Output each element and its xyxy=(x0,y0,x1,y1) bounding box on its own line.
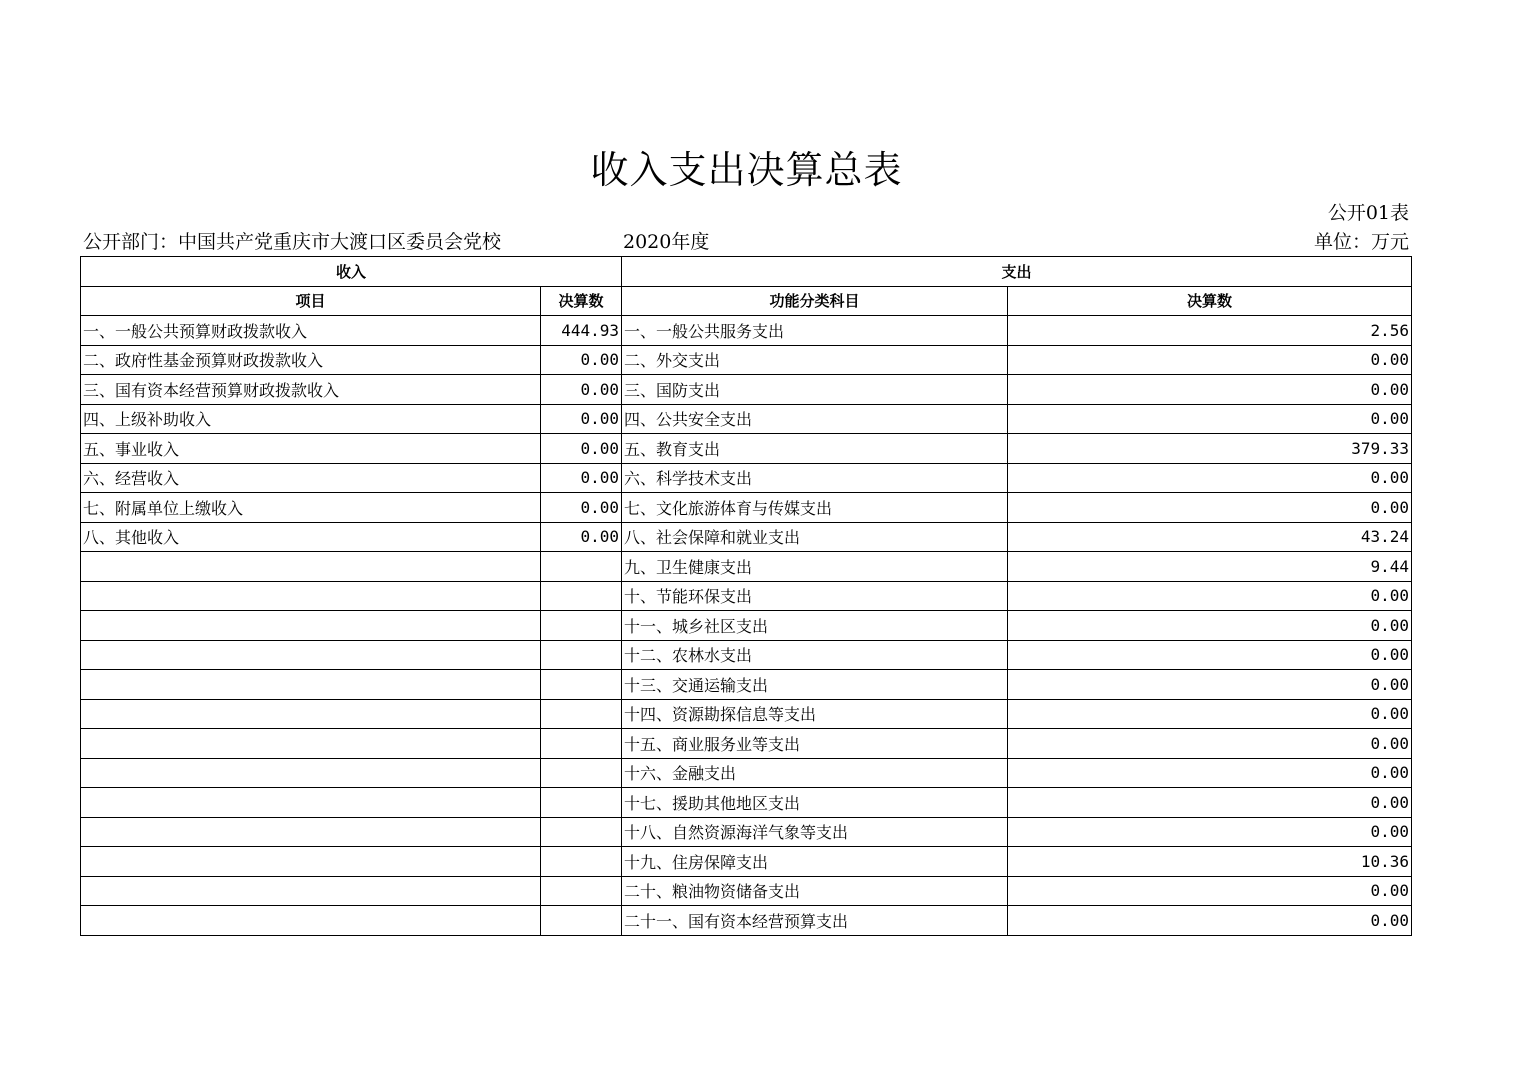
expense-item-cell: 二十一、国有资本经营预算支出 xyxy=(622,906,1008,936)
expense-item-cell: 四、公共安全支出 xyxy=(622,404,1008,434)
income-amount-cell xyxy=(541,699,622,729)
income-item-cell: 五、事业收入 xyxy=(81,434,541,464)
expense-item-cell: 十一、城乡社区支出 xyxy=(622,611,1008,641)
table-row xyxy=(81,699,1412,729)
income-item-cell xyxy=(81,640,541,670)
expense-amount-cell: 0.00 xyxy=(1008,670,1412,700)
expense-section-header: 支出 xyxy=(622,257,1412,287)
expense-item-cell: 八、社会保障和就业支出 xyxy=(622,522,1008,552)
expense-item-cell: 十四、资源勘探信息等支出 xyxy=(622,699,1008,729)
table-row xyxy=(81,493,1412,523)
expense-amount-cell: 0.00 xyxy=(1008,493,1412,523)
table-row xyxy=(81,611,1412,641)
income-amount-cell: 444.93 xyxy=(541,316,622,346)
year-label: 2020年度 xyxy=(623,231,710,253)
table-row xyxy=(81,522,1412,552)
table-row xyxy=(81,404,1412,434)
table-row xyxy=(81,316,1412,346)
expense-amount-cell: 0.00 xyxy=(1008,817,1412,847)
expense-item-cell: 十六、金融支出 xyxy=(622,758,1008,788)
table-row xyxy=(81,463,1412,493)
income-amount-cell xyxy=(541,670,622,700)
table-row xyxy=(81,876,1412,906)
expense-item-cell: 五、教育支出 xyxy=(622,434,1008,464)
expense-amount-cell: 0.00 xyxy=(1008,375,1412,405)
table-row xyxy=(81,670,1412,700)
income-item-cell xyxy=(81,788,541,818)
income-amount-cell: 0.00 xyxy=(541,493,622,523)
table-row xyxy=(81,906,1412,936)
expense-item-cell: 十八、自然资源海洋气象等支出 xyxy=(622,817,1008,847)
income-amount-cell xyxy=(541,611,622,641)
income-item-cell xyxy=(81,611,541,641)
expense-amount-cell: 0.00 xyxy=(1008,463,1412,493)
income-amount-cell xyxy=(541,729,622,759)
income-item-cell: 六、经营收入 xyxy=(81,463,541,493)
income-item-cell xyxy=(81,758,541,788)
department-label: 公开部门：中国共产党重庆市大渡口区委员会党校 xyxy=(83,231,502,253)
income-item-cell: 二、政府性基金预算财政拨款收入 xyxy=(81,345,541,375)
table-row xyxy=(81,729,1412,759)
table-row xyxy=(81,640,1412,670)
expense-amount-column-header: 决算数 xyxy=(1008,286,1412,316)
income-amount-cell xyxy=(541,906,622,936)
income-amount-cell: 0.00 xyxy=(541,434,622,464)
income-amount-cell xyxy=(541,847,622,877)
income-item-cell xyxy=(81,847,541,877)
income-amount-cell xyxy=(541,788,622,818)
income-amount-cell xyxy=(541,876,622,906)
table-row xyxy=(81,847,1412,877)
income-amount-cell: 0.00 xyxy=(541,404,622,434)
income-item-cell xyxy=(81,729,541,759)
expense-item-cell: 二、外交支出 xyxy=(622,345,1008,375)
expense-amount-cell: 0.00 xyxy=(1008,699,1412,729)
page-title: 收入支出决算总表 xyxy=(590,148,903,192)
income-item-cell xyxy=(81,699,541,729)
income-item-cell: 四、上级补助收入 xyxy=(81,404,541,434)
expense-amount-cell: 0.00 xyxy=(1008,581,1412,611)
income-amount-column-header: 决算数 xyxy=(541,286,622,316)
income-item-cell xyxy=(81,670,541,700)
income-item-cell xyxy=(81,906,541,936)
expense-item-cell: 九、卫生健康支出 xyxy=(622,552,1008,582)
expense-amount-cell: 0.00 xyxy=(1008,788,1412,818)
income-amount-cell xyxy=(541,552,622,582)
expense-amount-cell: 0.00 xyxy=(1008,640,1412,670)
expense-amount-cell: 0.00 xyxy=(1008,906,1412,936)
income-section-header: 收入 xyxy=(81,257,622,287)
expense-amount-cell: 10.36 xyxy=(1008,847,1412,877)
budget-table xyxy=(80,256,1412,936)
expense-item-cell: 十、节能环保支出 xyxy=(622,581,1008,611)
table-row xyxy=(81,758,1412,788)
column-header-row xyxy=(81,286,1412,316)
income-item-cell: 一、一般公共预算财政拨款收入 xyxy=(81,316,541,346)
income-amount-cell xyxy=(541,758,622,788)
table-row xyxy=(81,788,1412,818)
income-item-cell xyxy=(81,552,541,582)
expense-amount-cell: 2.56 xyxy=(1008,316,1412,346)
expense-item-cell: 十五、商业服务业等支出 xyxy=(622,729,1008,759)
expense-item-cell: 十九、住房保障支出 xyxy=(622,847,1008,877)
expense-amount-cell: 9.44 xyxy=(1008,552,1412,582)
expense-item-cell: 三、国防支出 xyxy=(622,375,1008,405)
expense-amount-cell: 0.00 xyxy=(1008,758,1412,788)
income-item-cell xyxy=(81,581,541,611)
income-item-cell: 七、附属单位上缴收入 xyxy=(81,493,541,523)
income-amount-cell: 0.00 xyxy=(541,345,622,375)
function-category-column-header: 功能分类科目 xyxy=(622,286,1008,316)
expense-item-cell: 十七、援助其他地区支出 xyxy=(622,788,1008,818)
income-item-cell: 三、国有资本经营预算财政拨款收入 xyxy=(81,375,541,405)
income-amount-cell: 0.00 xyxy=(541,522,622,552)
expense-item-cell: 十三、交通运输支出 xyxy=(622,670,1008,700)
table-row xyxy=(81,345,1412,375)
table-code: 公开01表 xyxy=(1327,202,1409,224)
table-row xyxy=(81,434,1412,464)
table-body xyxy=(81,316,1412,936)
income-amount-cell: 0.00 xyxy=(541,375,622,405)
expense-item-cell: 七、文化旅游体育与传媒支出 xyxy=(622,493,1008,523)
table-row xyxy=(81,375,1412,405)
unit-label: 单位：万元 xyxy=(1313,231,1409,253)
table-row xyxy=(81,817,1412,847)
expense-amount-cell: 379.33 xyxy=(1008,434,1412,464)
expense-item-cell: 六、科学技术支出 xyxy=(622,463,1008,493)
expense-amount-cell: 0.00 xyxy=(1008,404,1412,434)
income-amount-cell xyxy=(541,817,622,847)
expense-amount-cell: 0.00 xyxy=(1008,345,1412,375)
section-header-row xyxy=(81,257,1412,287)
income-amount-cell: 0.00 xyxy=(541,463,622,493)
expense-item-cell: 十二、农林水支出 xyxy=(622,640,1008,670)
income-amount-cell xyxy=(541,581,622,611)
item-column-header: 项目 xyxy=(81,286,541,316)
expense-item-cell: 二十、粮油物资储备支出 xyxy=(622,876,1008,906)
income-item-cell xyxy=(81,817,541,847)
income-item-cell: 八、其他收入 xyxy=(81,522,541,552)
expense-item-cell: 一、一般公共服务支出 xyxy=(622,316,1008,346)
income-item-cell xyxy=(81,876,541,906)
expense-amount-cell: 0.00 xyxy=(1008,611,1412,641)
expense-amount-cell: 0.00 xyxy=(1008,729,1412,759)
table-row xyxy=(81,552,1412,582)
expense-amount-cell: 0.00 xyxy=(1008,876,1412,906)
table-row xyxy=(81,581,1412,611)
income-amount-cell xyxy=(541,640,622,670)
expense-amount-cell: 43.24 xyxy=(1008,522,1412,552)
